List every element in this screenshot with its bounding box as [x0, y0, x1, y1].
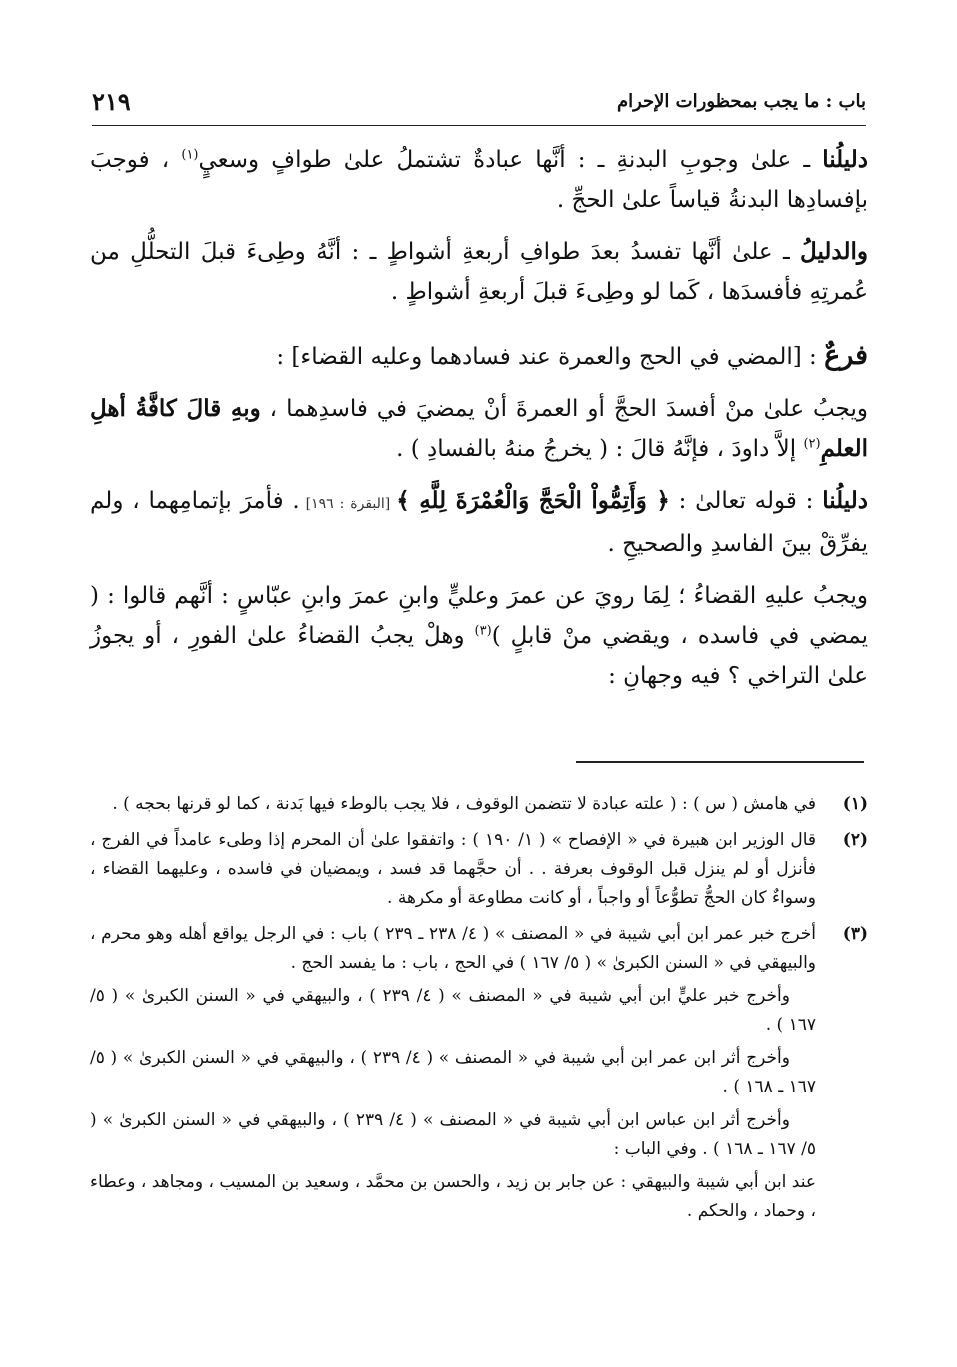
footnote-text: وأخرج أثر ابن عمر ابن أبي شيبة في « المصنف » ( ٤/ ٢٣٩ ) ، والبيهقي في « السنن الكبرىٰ » ( ٥/ ١٦٧ ـ ١٦٨ ) . [90, 1048, 816, 1097]
footnote-marker-1[interactable]: (١) [181, 147, 199, 163]
footnote-text: عند ابن أبي شيبة والبيهقي : عن جابر بن زيد ، والحسن بن محمَّد ، وسعيد بن المسيب ، ومجاهد ، وعطاء ، وحماد ، والحكم . [89, 1172, 816, 1221]
footnotes [90, 790, 868, 1233]
footnote-text: وأخرج أثر ابن عباس ابن أبي شيبة في « المصنف » ( ٤/ ٢٣٩ ) ، والبيهقي في « السنن الكبرىٰ » ( ٥/ ١٦٧ ـ ١٦٨ ) . وفي الباب : [90, 1110, 816, 1159]
quran-reference: [البقرة : ١٩٦] [299, 496, 397, 512]
branch-title: : [المضي في الحج والعمرة عند فسادهما وعليه القضاء] : [276, 344, 825, 370]
main-text [90, 140, 868, 708]
footnote-marker-3[interactable]: (٣) [474, 623, 492, 639]
footnote-text: قال الوزير ابن هبيرة في « الإفصاح » ( ١/ ١٩٠ ) : واتفقوا علىٰ أن المحرم إذا وطىء عامداً في الفرج ، فأنزل أو لم ينزل قبل الوقوف بعرفة . . أن حجَّهما قد فسد ، ويمضيان في فاسده ، وعليهما القضاء ، وسواءٌ كان الحجُّ تطوُّعاً أو واجباً ، أو كانت مطاوعة أو مكرهة . [90, 830, 817, 908]
footnote-number: (٣) [842, 924, 868, 944]
footnote-body [90, 790, 816, 823]
paragraph-text: : قوله تعالىٰ : [669, 488, 823, 514]
footnote-text: أخرج خبر عمر ابن أبي شيبة في « المصنف » ( ٤/ ٢٣٨ ـ ٢٣٩ ) باب : في الرجل يواقع أهله وهو محرم ، والبيهقي في « السنن الكبرىٰ » ( ٥/ ١٦٧ ) في الحج ، باب : ما يفسد الحج . [90, 924, 816, 973]
paragraph-lead: دليلُنا [822, 146, 868, 173]
footnote-body [90, 920, 816, 1230]
paragraph-evidence-four-circuits [90, 232, 868, 312]
paragraph-obligation-continue [90, 389, 868, 469]
footnote-marker-2[interactable]: (٢) [803, 436, 821, 452]
paragraph-text: ـ علىٰ وجوبِ البدنةِ ـ : أنَّها عبادةٌ تشتملُ علىٰ طوافٍ وسعيٍ [198, 147, 823, 173]
paragraph-lead: دليلُنا [822, 487, 868, 514]
footnote-number: (٢) [842, 830, 868, 850]
footnote-divider [576, 761, 864, 763]
paragraph-text: إلاَّ داودَ ، فإنَّهُ قالَ : ( يخرجُ منهُ بالفسادِ ) . [396, 436, 804, 462]
footnote-3 [90, 920, 868, 1230]
chapter-title: باب : ما يجب بمحظورات الإحرام [616, 90, 866, 112]
running-header [92, 78, 866, 124]
paragraph-text: ـ علىٰ أنَّها تفسدُ بعدَ طوافِ أربعةِ أشواطٍ ـ : أنَّهُ وطِىءَ قبلَ التحلُّلِ من عُمرتِهِ فأفسدَها ، كَما لو وطِىءَ قبلَ أربعةِ أشواطٍ . [90, 239, 868, 305]
footnote-1 [90, 790, 868, 823]
footnote-text: وأخرج خبر عليٍّ ابن أبي شيبة في « المصنف » ( ٤/ ٢٣٩ ) ، والبيهقي في « السنن الكبرىٰ » ( ٥/ ١٦٧ ) . [90, 986, 816, 1035]
paragraph-evidence-badanah [90, 140, 868, 220]
paragraph-text: ويجبُ علىٰ منْ أفسدَ الحجَّ أو العمرةَ أنْ يمضيَ في فاسدِهما ، [260, 396, 869, 422]
branch-heading [90, 336, 868, 377]
quran-verse: ﴿ وَأَتِمُّواْ الْحَجَّ وَالْعُمْرَةَ لِلَّهِ ﴾ [396, 487, 670, 514]
page-number: ٢١٩ [92, 86, 131, 116]
header-divider [92, 125, 866, 126]
paragraph-text: . فأمرَ بإتمامِهما ، ولم يفرِّقْ بينَ الفاسدِ والصحيحِ . [90, 488, 868, 557]
paragraph-make-up [90, 576, 868, 696]
footnote-2 [90, 826, 868, 917]
paragraph-text: ويجبُ عليهِ القضاءُ ؛ لِمَا رويَ عن عمرَ وعليٍّ وابنِ عمرَ وابنِ عبّاسٍ : أنَّهم قالوا : ( يمضي في فاسده ، ويقضي منْ قابلٍ ) [90, 583, 868, 649]
paragraph-text: وهلْ يجبُ القضاءُ علىٰ الفورِ ، أو يجوزُ علىٰ التراخي ؟ فيه وجهانِ : [90, 623, 868, 689]
paragraph-lead: والدليلُ [800, 238, 868, 265]
paragraph-emphasis: وبهِ قالَ كافَّةُ أهلِ العلمِ [90, 395, 868, 462]
paragraph-evidence-quran [90, 481, 868, 564]
paragraph-text: ، فوجبَ بإفسادِها البدنةُ قياساً علىٰ الحجِّ . [90, 147, 868, 213]
footnote-text: في هامش ( س ) : ( علته عبادة لا تتضمن الوقوف ، فلا يجب بالوطء فيها بَدنة ، كما لو قرنها بحجه ) . [112, 794, 816, 814]
branch-label: فرعٌ [824, 340, 868, 371]
footnote-body [90, 826, 816, 917]
footnote-number: (١) [842, 794, 868, 814]
